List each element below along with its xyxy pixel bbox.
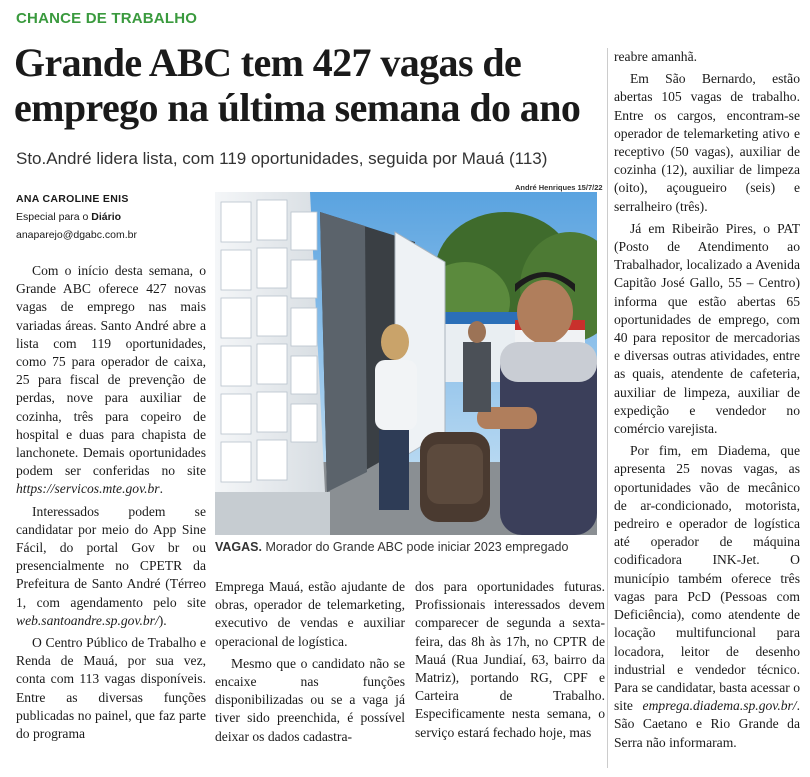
link-santoandre[interactable]: web.santoandre.sp.gov.br/ [16, 612, 159, 628]
paragraph [16, 503, 206, 630]
caption-label: VAGAS. [215, 540, 262, 554]
article-column-4 [415, 578, 605, 742]
link-diadema[interactable]: emprega.diadema.sp.gov.br/ [642, 698, 797, 714]
paragraph: Emprega Mauá, estão ajudante de obras, operador de telemarketing, executivo de vendas e auxiliar operacional de logística. [215, 579, 405, 649]
headline: Grande ABC tem 427 vagas de emprego na última semana do ano [14, 40, 581, 130]
byline-special-prefix: Especial para o [16, 211, 92, 223]
article-column-5 [614, 48, 800, 752]
paragraph: Mesmo que o candidato não se encaixe nas funções disponibilizadas ou se a vaga já tiver sido preenchida, é possível deixar os dados cadastra- [215, 655, 405, 744]
byline-outlet: Diário [91, 211, 122, 223]
subheadline: Sto.André lidera lista, com 119 oportunidades, seguida por Mauá (113) [16, 149, 548, 168]
paragraph: Já em Ribeirão Pires, o PAT (Posto de Atendimento ao Trabalhador, localizado a Avenida Capitão José Gallo, 55 – Centro) informa que estão abertas 65 oportunidades de emprego, com 40 para repositor de mercadorias e diversas outras atividades, entre as quais, atendente de cafeteria, auxiliar de limpeza, auxiliar de expedição e vendedor no comércio varejista. [614, 220, 800, 437]
article-column-3 [215, 578, 405, 746]
paragraph-text: . [159, 481, 163, 497]
photo-caption [215, 540, 605, 554]
byline [16, 193, 206, 241]
paragraph-text: ). [158, 612, 167, 628]
link-servicos-mte[interactable]: https://servicos.mte.gov.br [16, 481, 160, 497]
paragraph-text: . São Caetano e Rio Grande da Serra não informaram. [614, 698, 800, 750]
byline-author: ANA CAROLINE ENIS [16, 193, 129, 205]
paragraph: dos para oportunidades futuras. Profissionais interessados devem comparecer de segunda a sexta-feira, das 8h às 17h, no CPTR de Mauá (Rua Jundiaí, 63, bairro da Matriz), portando RG, CPF e Carteira de Trabalho. Especificamente nesta semana, o serviço estará fechado hoje, mas [415, 579, 605, 740]
photo-illustration [215, 192, 597, 535]
news-photo [215, 192, 597, 535]
byline-email[interactable]: anaparejo@dgabc.com.br [16, 229, 137, 241]
paragraph-text: Por fim, em Diadema, que apresenta 25 novas vagas, as oportunidades vão de mecânico de ar-condicionado, motorista, pedreiro e operador de logística até operador de máquina codificadora INK-Jet. O município também oferece três vagas para PcD (Pessoas com Deficiência), como atendente de locação multifuncional para locadora, leitor de desenho industrial e vendedor técnico. Para se candidatar, basta acessar o site [614, 443, 800, 714]
paragraph-text: Com o início desta semana, o Grande ABC oferece 427 novas vagas de emprego nas mais variadas áreas. Santo André abre a lista com 119 oportunidades, como 75 para operador de caixa, 25 para fiscal de prevenção de perdas, nove para auxiliar de cozinha, três para copeiro de hospital e duas para chapista de lanchonete. Demais oportunidades podem ser conferidas no site [16, 263, 206, 479]
byline-special [16, 211, 206, 223]
column-divider [607, 48, 608, 768]
section-kicker: CHANCE DE TRABALHO [16, 10, 198, 27]
paragraph: Em São Bernardo, estão abertas 105 vagas de trabalho. Entre os cargos, encontram-se operador de telemarketing ativo e receptivo (50 vagas), auxiliar de cozinha (12), auxiliar de limpeza (oito), açougueiro (seis) e serralheiro (três). [614, 71, 800, 214]
photo-credit: André Henriques 15/7/22 [515, 183, 603, 192]
paragraph: O Centro Público de Trabalho e Renda de Mauá, por sua vez, conta com 113 vagas disponíveis. Entre as diversas funções publicadas no painel, que faz parte do programa [16, 635, 206, 742]
paragraph [614, 442, 800, 751]
paragraph: reabre amanhã. [614, 49, 698, 64]
caption-text: Morador do Grande ABC pode iniciar 2023 empregado [262, 540, 569, 554]
paragraph-text: Interessados podem se candidatar por meio do App Sine Fácil, do portal Gov br ou presencialmente no CPETR da Prefeitura de Santo André (Térreo 1, com agendamento pelo site [16, 503, 206, 610]
article-column-1 [16, 262, 206, 743]
paragraph [16, 262, 206, 499]
